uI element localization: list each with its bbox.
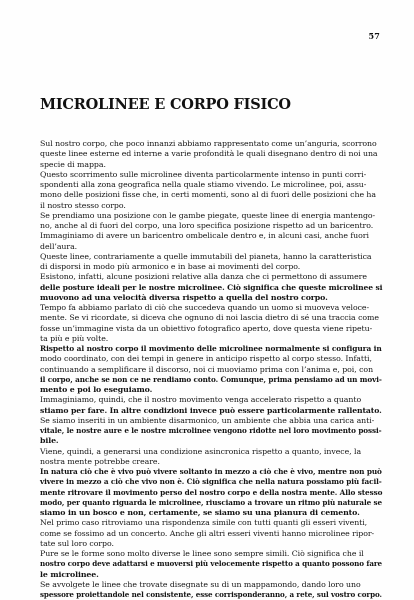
text-line: modo, per quanto riguarda le microlinee, riusciamo a trovare un ritmo più naturale se (40, 497, 382, 507)
text-line: Queste linee, contrariamente a quelle immutabili del pianeta, hanno la caratteristica (40, 251, 372, 261)
text-line: queste linee esterne ed interne a varie profondità le quali disegnano dentro di noi una (40, 149, 378, 159)
text-line: Nel primo caso ritroviamo una rispondenza simile con tutti quanti gli esseri viventi, (40, 518, 368, 528)
text-line: Immaginiamo, quindi, che il nostro movimento venga accelerato rispetto a quanto (40, 395, 362, 405)
text-line: spondenti alla zona geografica nella quale stiamo vivendo. Le microlinee, poi, assu- (40, 180, 367, 189)
text-line: Se prendiamo una posizione con le gambe piegate, queste linee di energia mantengo- (40, 210, 376, 220)
text-line: Immaginiamo di avere un baricentro ombelicale dentro e, in alcuni casi, anche fuori (40, 231, 369, 241)
text-line: modo coordinato, con dei tempi in genere in anticipo rispetto al corpo stesso. Infatti, (40, 354, 372, 364)
text-line: Rispetto al nostro corpo il movimento delle microlinee normalmente si configura in (40, 344, 382, 353)
text-line: siamo in un bosco e non, certamente, se siamo su una pianura di cemento. (40, 508, 360, 517)
text-line: nostro corpo deve adattarsi e muoversi più velocemente rispetto a quanto possono fare (40, 559, 383, 569)
text-line: mono delle posizioni fisse che, in certi momenti, sono al di fuori delle posizioni che ha (40, 190, 377, 200)
text-line: le microlinee. (40, 569, 99, 579)
text-line: mento e poi lo eseguiamo. (40, 385, 153, 394)
body-text (40, 139, 382, 600)
text-line: Esistono, infatti, alcune posizioni relative alla danza che ci permettono di assumere (40, 272, 367, 282)
text-line: tate sul loro corpo. (40, 538, 114, 548)
text-line: vivere in mezzo a ciò che vivo non è. Ciò significa che nella natura possiamo più facil- (40, 477, 382, 487)
text-line: muovono ad una velocità diversa rispetto a quella del nostro corpo. (40, 292, 328, 302)
chapter-title: MICROLINEE E CORPO FISICO (40, 96, 291, 113)
text-line: continuando a semplificare il discorso, noi ci muoviamo prima con l’anima e, poi, con (40, 364, 374, 374)
text-line: Tempo fa abbiamo parlato di ciò che succedeva quando un uomo si muoveva velocе- (40, 303, 370, 312)
text-line: dell’aura. (40, 241, 78, 251)
text-line: delle posture ideali per le nostre microlinee. Ciò significa che queste microlinee si (40, 282, 383, 292)
text-line: bile. (40, 436, 59, 446)
text-line: mente ritrovare il movimento perso del nostro corpo e della nostra mente. Allo stesso (40, 487, 383, 497)
text-line: fosse un’immagine vista da un obiettivo fotografico aperto, dove questa viene ripetu- (40, 323, 373, 333)
text-line: spessore proiettandole nel consistente, esse corrisponderanno, a rete, sul vostro corpo. (40, 590, 382, 599)
text-line: Questo scorrimento sulle microlinee diventa particolarmente intenso in punti corri- (40, 169, 367, 179)
text-line: Se avvolgete le linee che trovate disegnate su di un mappamondo, dando loro uno (40, 579, 361, 589)
text-line: In natura ciò che è vivo può vivere soltanto in mezzo a ciò che è vivo, mentre non può (40, 467, 382, 476)
page-number: 57 (368, 31, 380, 41)
text-line: Pure se le forme sono molto diverse le linee sono sempre simili. Ciò significa che il (40, 549, 364, 558)
text-line: ta più e più volte. (40, 333, 109, 343)
text-line: Se siamo inseriti in un ambiente disarmonico, un ambiente che abbia una carica anti- (40, 415, 375, 425)
text-line: il corpo, anche se non ce ne rendiamo conto. Comunque, prima pensiamo ad un movi- (40, 374, 382, 384)
text-line: stiamo per fare. In altre condizioni invece può essere particolarmente rallentato. (40, 405, 382, 415)
text-line: di disporsi in modo più armonico e in base ai movimenti del corpo. (40, 262, 301, 271)
text-line: nostra mente potrebbe creare. (40, 456, 160, 466)
text-line: mente. Se vi ricordate, si diceva che ognuno di noi lascia dietro di sé una traccia come (40, 313, 379, 323)
text-line: Viene, quindi, a generarsi una condizione asincronica rispetto a quanto, invece, la (40, 446, 362, 456)
text-line: vitale, le nostre aure e le nostre microlinee vengono ridotte nel loro movimento possi- (40, 426, 382, 435)
text-line: il nostro stesso corpo. (40, 200, 126, 210)
text-line: come se fossimo ad un concerto. Anche gli altri esseri viventi hanno microlinee ripor- (40, 528, 375, 538)
text-line: Sul nostro corpo, che poco innanzi abbiamo rappresentato come un’anguria, scorrono (40, 139, 377, 148)
text-line: no, anche al di fuori del corpo, una loro specifica posizione rispetto ad un baricentro. (40, 221, 374, 230)
text-line: specie di mappa. (40, 159, 106, 169)
